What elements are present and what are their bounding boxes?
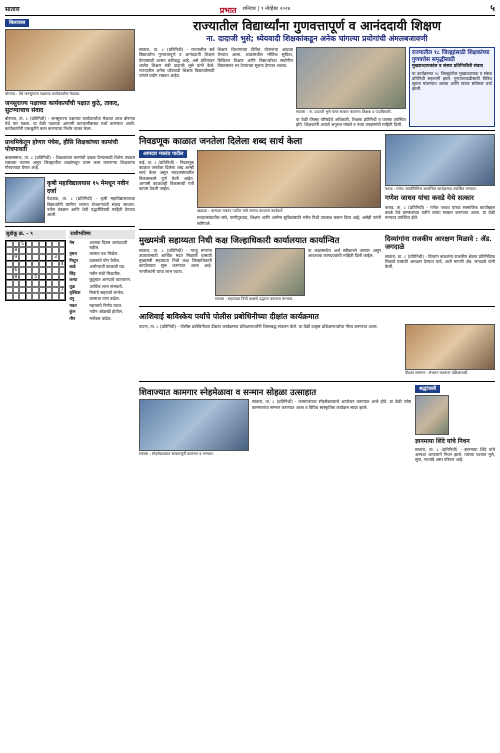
sudoku-cell: [52, 280, 59, 287]
rashi-name: तूळ: [69, 283, 75, 289]
sudoku-cell: [46, 261, 53, 268]
rashi-name: वृषभ: [69, 251, 78, 257]
sudoku-cell: [59, 267, 66, 274]
sudoku-cell: [32, 280, 39, 287]
section-name: सातारा: [5, 5, 20, 13]
sudoku-cell: [6, 247, 13, 254]
sudoku-cell: [26, 293, 33, 300]
rashi-name: कन्या: [69, 277, 78, 283]
main-headline: राज्यातील विद्यार्थ्यांना गुणवत्तापूर्ण व आनंददायी शिक्षण: [193, 18, 441, 33]
masthead: [5, 4, 495, 16]
rashi-item: [69, 240, 135, 251]
rashi-text: मित्रांचे सहकार्य लाभेल.: [89, 290, 125, 296]
election-text: वाई, ता. ८ (प्रतिनिधी) - निवडणूक काळात जनतेला दिलेला शब्द आम्ही सार्थ केला असून मतदारसंघातील विकासकामे पूर्ण केली आहेत. आगामी काळातही विकासाची गती कायम ठेवली जाईल.: [139, 159, 194, 192]
rashi-text: कामात यश मिळेल.: [89, 251, 119, 257]
disability-text: सातारा, ता. ८ (प्रतिनिधी) - दिव्यांग बांधवांना राजकीय क्षेत्रात प्रतिनिधित्व मिळावे यासाठी आरक्षण देण्यात यावे, अशी मागणी ॲड. जगदाळे यांनी केली.: [385, 253, 495, 270]
rashi-text: आजचा दिवस आनंददायी राहील.: [89, 239, 128, 250]
sudoku-cell: [52, 247, 59, 254]
rashi-name: वृश्चिक: [69, 290, 81, 296]
sudoku-cell: [6, 274, 13, 281]
main-article-col3: या वेळी जिल्हा परिषदेचे अधिकारी, शिक्षक प्रतिनिधी व पालक उपस्थित होते. शिक्षकांनी आपले अनुभव मांडले व नव्या उपक्रमांची माहिती दिली.: [296, 116, 406, 128]
sudoku-cell: [19, 267, 26, 274]
sudoku-cell: [19, 261, 26, 268]
photo-caption: बोरगाव : येथे जनसुराज्य पक्षाच्या कार्यकर्त्यांचा मेळावा.: [5, 91, 81, 97]
sidebox-title: राज्यातील १८ जिल्ह्यांसाठी शिक्षकांच्या गुणवत्तेस समृद्धीसाठी: [412, 50, 490, 63]
sudoku-cell: [6, 261, 13, 268]
sudoku-cell: [39, 293, 46, 300]
obit-tag: श्रद्धांजली: [415, 385, 440, 393]
sudoku-cell: [46, 267, 53, 274]
main-article-col1: सातारा, ता. ८ (प्रतिनिधी) - राज्यातील सर्व विद्यार्थ्यांना गुणवत्तापूर्ण व आनंददायी शिक्षण देण्यासाठी शासन कटिबद्ध आहे, असे प्रतिपादन शालेय शिक्षण मंत्री दादाजी भुसे यांनी केले. राज्यातील अनेक ध्येयवादी शिक्षक विद्यार्थ्यांसाठी चांगले प्रयोग राबवत आहेत.: [139, 47, 215, 79]
police-headline: आशिवाई बाविस्केय पर्यांचे पोलीस प्रबोधिनीच्या दीक्षांत कार्यक्रमात: [139, 312, 319, 322]
sudoku-cell: [13, 280, 20, 287]
sudoku-cell: 5: [21, 241, 24, 247]
article-headline: कृषी महाविद्यालयास १५ मेमधून नवीन दर्जा: [47, 180, 129, 195]
sudoku-cell: 7: [60, 287, 64, 293]
photo-caption: सातारा : ना. दादाजी भुसे यांचा सत्कार करताना शिक्षक व पदाधिकारी.: [296, 109, 392, 115]
election-text-2: मतदारसंघातील रस्ते, पाणीपुरवठा, शिक्षण आणि आरोग्य सुविधांसाठी भरीव निधी उपलब्ध करून दिला आहे, असेही त्यांनी सांगितले.: [197, 215, 381, 226]
sudoku-cell: [59, 254, 66, 261]
sudoku-cell: [6, 287, 13, 294]
sudoku-cell: [19, 274, 26, 281]
sudoku-cell: [52, 261, 59, 268]
sudoku-cell: 5: [34, 274, 38, 280]
photo-help-cell: [215, 248, 305, 296]
photo-borgaon-meeting: [5, 29, 135, 91]
sudoku-cell: [46, 241, 53, 248]
rashi-text: मनोबल वाढेल.: [89, 315, 112, 321]
sudoku-cell: [26, 261, 33, 268]
sudoku-cell: [32, 247, 39, 254]
rashi-title: राशीभविष्य: [69, 230, 135, 238]
sudoku-cell: [39, 287, 46, 294]
sudoku-cell: [6, 293, 13, 300]
photo-portrait: [5, 177, 45, 223]
sudoku-cell: [13, 261, 20, 268]
sudoku-cell: [52, 267, 59, 274]
sudoku-cell: [52, 241, 59, 248]
sudoku-cell: [46, 254, 53, 261]
school-headline: शिवाज्यात कामगार स्नेहमेळावा व सन्मान सोहळा उत्साहात: [139, 386, 317, 397]
sudoku-cell: [32, 287, 39, 294]
sudoku-cell: [39, 280, 46, 287]
article-body: बाबासमाज, ता. ८ (प्रतिनिधी) - शिक्षकांच्या कामांची दखल घेण्यासाठी विशेष उपक्रम राबवला जाणार असून जिल्ह्यातील शाळांमधून उत्तम काम करणाऱ्या शिक्षकांना गौरवण्यात येणार आहे.: [5, 154, 135, 171]
sudoku-cell: [6, 267, 13, 274]
sudoku-cell: [39, 241, 46, 248]
help-text-2: या कक्षामार्फत अर्ज स्वीकारले जाणार असून आवश्यक कागदपत्रांची माहिती दिली जाईल.: [308, 247, 381, 258]
sudoku-cell: [39, 267, 46, 274]
rashi-item: [69, 309, 135, 314]
photo-ganesh-event: [385, 134, 495, 186]
sudoku-cell: [59, 241, 66, 248]
article-headline: प्राथमिकेतून होणार पंचेस, हौसि शिक्षकांच्या कामांची पोचपावती: [5, 138, 118, 154]
sudoku-cell: [39, 274, 46, 281]
rashi-item: [69, 303, 135, 308]
left-column: [5, 19, 135, 462]
brand-logo: प्रभात: [219, 4, 237, 15]
rashi-item: [69, 258, 135, 263]
rashi-text: कुटुंबात आनंदाचे वातावरण.: [89, 277, 132, 283]
sudoku-cell: [32, 261, 39, 268]
rashi-item: [69, 290, 135, 295]
sudoku-cell: 3: [53, 254, 57, 260]
ganesh-headline: गणेश जाधव यांचा कवडे येथे सत्कार: [385, 194, 474, 203]
rashi-name: मकर: [69, 302, 77, 308]
sudoku-cell: [46, 274, 53, 281]
sudoku-cell: [26, 287, 33, 294]
photo-caption: सातारा : सहाय्यता निधी कक्षाचे उद्घाटन करताना मान्यवर.: [215, 295, 294, 301]
ganesh-text: कराड, ता. ८ (प्रतिनिधी) - गणेश जाधव यांच्या सामाजिक कार्याबद्दल कवडे येथे ग्रामस्थांच्या वतीने त्यांचा सत्कार करण्यात आला. या वेळी मान्यवर उपस्थित होते.: [385, 204, 495, 221]
sudoku-cell: [26, 247, 33, 254]
rashi-text: कामाचा ताण वाढेल.: [89, 296, 121, 302]
obit-text: सातारा, ता. ८ (प्रतिनिधी) - ज्ञानमाया शिंदे यांचे अल्पशा आजाराने निधन झाले. त्यांच्या पश्चात मुले, सुना, नातवंडे असा परिवार आहे.: [415, 446, 495, 462]
rashi-item: [69, 284, 135, 289]
photo-caption: दीक्षांत समारंभ : संचलन करताना प्रशिक्षणार्थी.: [405, 370, 469, 376]
sudoku-cell: [19, 280, 26, 287]
sudoku-cell: [32, 254, 39, 261]
obit-headline: ज्ञानमाया शिंदे यांचे निधन: [415, 438, 470, 445]
sudoku-cell: [46, 247, 53, 254]
photo-obit-portrait: [415, 395, 449, 435]
sudoku-cell: [26, 241, 33, 248]
rashi-text: नवीन ओळखी होतील.: [89, 309, 123, 315]
main-subhead: ना. दादाजी भुसे; ध्येयवादी शिक्षकांकडून अनेक चांगल्या प्रयोगांची अंमलबजावणी: [206, 34, 428, 44]
rashi-text: महत्त्वाचे निर्णय घ्याल.: [89, 302, 123, 308]
sudoku-cell: [59, 247, 66, 254]
sudoku-cell: 6: [14, 268, 18, 274]
rashi-list: [69, 240, 135, 321]
rashi-text: आरोग्याची काळजी घ्या.: [89, 264, 126, 270]
sudoku-cell: [26, 280, 33, 287]
rashi-item: [69, 316, 135, 321]
sudoku-cell: [59, 293, 66, 300]
police-text: पाटण, ता. ८ (प्रतिनिधी) - पोलीस प्रबोधिनीच्या दीक्षांत कार्यक्रमात प्रशिक्षणार्थ्यांनी शिस्तबद्ध संचलन केले. या वेळी उत्कृष्ट प्रशिक्षणार्थ्यांचा गौरव करण्यात आला.: [139, 324, 378, 330]
photo-caption: सातारा : स्नेहमेळाव्यात सत्कारमूर्ती कामगार व मान्यवर.: [139, 451, 214, 457]
sudoku-cell: [46, 280, 53, 287]
article-body: पेशवाड, ता. ८ (प्रतिनिधी) - कृषी महाविद्यालयाच्या विद्यार्थ्यांनी ग्रामीण भागात शेतकऱ्यांशी संवाद साधला. नवीन तंत्रज्ञान आणि शेती पद्धतींविषयी माहिती देण्यात आली.: [47, 196, 135, 218]
rashi-item: [69, 251, 135, 256]
photo-caption: कराड : गणेश जयंतीनिमित्त आयोजित कार्यक्रमात उपस्थित मान्यवर.: [385, 186, 477, 192]
issue-date: शनिवार | ९ नोव्हेंबर २०२४: [242, 6, 291, 13]
photo-workers-gathering: [139, 399, 249, 451]
sudoku-cell: [32, 267, 39, 274]
main-article-col2: शिक्षण विभागाच्या विविध योजनांचा आढावा घेण्यात आला. शाळांमधील भौतिक सुविधा, डिजिटल शिक्षण आणि विद्यार्थ्यांच्या सर्वांगीण विकासावर भर देण्याच्या सूचना देण्यात आल्या.: [217, 47, 293, 68]
main-area: [139, 19, 495, 462]
disability-headline: दिव्यांगांना राजकीय आरक्षण मिळावे : ॲड. जगदाळे: [385, 234, 492, 251]
rashi-text: आर्थिक लाभ संभवतो.: [89, 283, 124, 289]
rashi-name: मिथुन: [69, 257, 78, 263]
photo-minister-felicitation: [296, 47, 406, 109]
sudoku-cell: [6, 241, 13, 248]
article-body: बोरगाव, ता. ८ (प्रतिनिधी) - जनसुराज्य पक्षाच्या कार्यकर्त्यांचा मेळावा आज बोरगाव येथे पार पडला. या वेळी पक्षाच्या आगामी वाटचालीबाबत चर्चा करण्यात आली. कार्यकर्त्यांनी एकजुटीने काम करण्याचा निर्धार व्यक्त केला.: [5, 115, 135, 132]
sudoku-cell: [26, 254, 33, 261]
sudoku-grid: [5, 240, 66, 301]
sudoku-cell: 8: [14, 248, 18, 254]
rashi-item: [69, 296, 135, 301]
election-headline: निवडणूक काळात जनतेला दिलेला शब्द सार्थ केला: [139, 137, 303, 148]
sudoku-cell: [6, 254, 13, 261]
rashi-name: कुंभ: [69, 309, 76, 315]
sudoku-cell: [6, 280, 13, 287]
article-headline: जनसुराज्य पक्षाच्या कार्यकर्त्यांची पक्षात कुठे, ताकद, सुटण्याचाच संवाद: [5, 99, 120, 115]
sudoku-cell: [32, 293, 39, 300]
sudoku-cell: [39, 254, 46, 261]
sudoku-cell: [13, 293, 20, 300]
rashi-name: मेष: [69, 239, 75, 245]
rashi-item: [69, 277, 135, 282]
sudoku-cell: [52, 287, 59, 294]
sudoku-cell: [19, 287, 26, 294]
sudoku-cell: [39, 247, 46, 254]
rashi-name: धनु: [69, 296, 75, 302]
sudoku-cell: [59, 280, 66, 287]
sudoku-cell: 9: [14, 254, 18, 260]
sudoku-cell: [52, 274, 59, 281]
sudoku-cell: [32, 241, 39, 248]
school-text: सातारा, ता. ८ (प्रतिनिधी) - कामगारांच्या स्नेहमेळाव्याचे आयोजन करण्यात आले होते. या वेळी ज्येष्ठ कामगारांचा सन्मान करण्यात आला व विविध सांस्कृतिक कार्यक्रम सादर झाले.: [252, 399, 411, 410]
rashi-item: [69, 271, 135, 276]
rashi-name: मीन: [69, 315, 76, 321]
sudoku-cell: [13, 287, 20, 294]
sudoku-cell: [52, 293, 59, 300]
help-headline: मुख्यमंत्री सहाय्यता निधी कक्ष जिल्हाधिकारी कार्यालयात कार्यान्वित: [139, 234, 340, 245]
sudoku-cell: 8: [14, 274, 18, 280]
sudoku-cell: [46, 287, 53, 294]
rashi-name: कर्क: [69, 264, 76, 270]
sudoku-cell: [39, 261, 46, 268]
rashi-text: नवीन संधी मिळतील.: [89, 270, 121, 276]
sidebox-text: या कार्यक्रमात १८ जिल्ह्यांतील मुख्याध्यापक व संस्था प्रतिनिधी सहभागी झाले. गुणवत्तावाढीसाठी विविध सूचना मांडण्यात आल्या आणि त्यावर सविस्तर चर्चा झाली.: [412, 70, 492, 92]
sidebox-head: मुख्याध्यापकांस व संस्था प्रतिनिधींशी संवाद: [412, 63, 483, 69]
sudoku-cell: [13, 241, 20, 248]
page-number: ५: [490, 3, 495, 14]
sudoku-title: सुडोकू क्र. - ९: [5, 230, 66, 238]
photo-caption: खंडाळा : आमदार मकरंद पाटील यांचे स्वागत करताना कार्यकर्ते.: [197, 207, 284, 213]
photo-police-parade: [405, 324, 495, 370]
sudoku-cell: [19, 247, 26, 254]
sudoku-cell: [59, 274, 66, 281]
sudoku-cell: [19, 293, 26, 300]
sudoku-cell: [46, 293, 53, 300]
rashi-item: [69, 264, 135, 269]
photo-mla-welcome: [197, 150, 381, 208]
election-tag: आमदार मकरंद पाटील: [139, 150, 187, 158]
sudoku-cell: [19, 254, 26, 261]
rashi-text: प्रवासाचे योग येतील.: [89, 257, 121, 263]
help-text: सातारा, ता. ८ (प्रतिनिधी) - गरजू रुग्णांना उपचारासाठी आर्थिक मदत मिळावी यासाठी मुख्यमंत्री सहाय्यता निधी कक्ष जिल्हाधिकारी कार्यालयात सुरू करण्यात आला आहे. नागरिकांनी याचा लाभ घ्यावा.: [139, 247, 212, 274]
sudoku-cell: [26, 267, 33, 274]
left-section-tag: बिलावास: [5, 19, 29, 27]
main-sidebox: [409, 47, 495, 127]
sudoku-cell: [26, 274, 33, 281]
sudoku-cell: 4: [60, 261, 64, 267]
rashi-name: सिंह: [69, 270, 76, 276]
